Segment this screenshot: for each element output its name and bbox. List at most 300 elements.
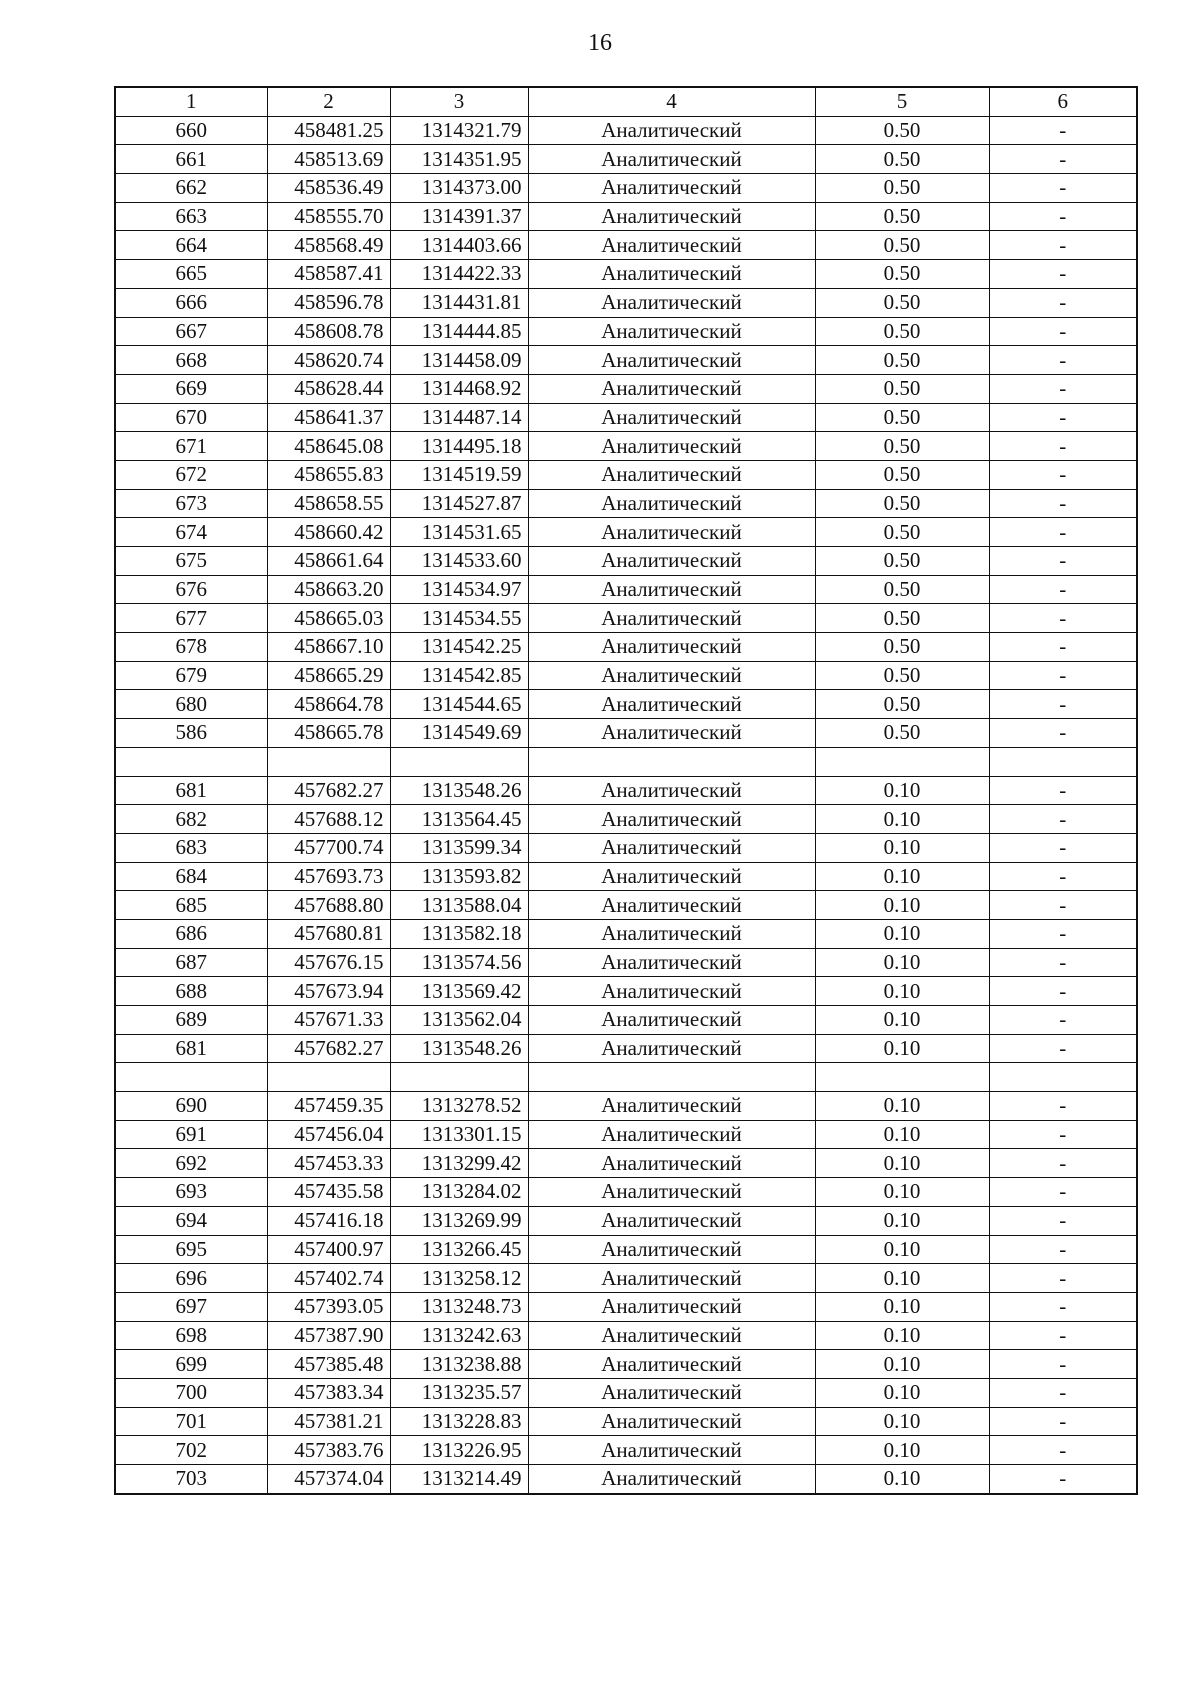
coordinate-y-cell: 1314431.81	[390, 288, 528, 317]
coordinate-x-cell: 457682.27	[267, 1034, 390, 1063]
coordinate-y-cell: 1314533.60	[390, 547, 528, 576]
accuracy-cell: 0.50	[815, 432, 989, 461]
note-cell: -	[989, 1178, 1137, 1207]
coordinates-table	[114, 86, 1138, 1495]
note-cell: -	[989, 633, 1137, 662]
point-number-cell: 677	[115, 604, 267, 633]
accuracy-cell: 0.10	[815, 1292, 989, 1321]
coordinate-x-cell: 457673.94	[267, 977, 390, 1006]
coordinate-x-cell: 457693.73	[267, 862, 390, 891]
note-cell: -	[989, 317, 1137, 346]
table-row	[115, 460, 1137, 489]
coordinate-y-cell: 1314542.25	[390, 633, 528, 662]
table-row	[115, 633, 1137, 662]
coordinate-x-cell: 458620.74	[267, 346, 390, 375]
coordinate-y-cell: 1314422.33	[390, 260, 528, 289]
note-cell: -	[989, 460, 1137, 489]
table-row	[115, 1292, 1137, 1321]
table-row	[115, 346, 1137, 375]
method-cell: Аналитический	[528, 862, 815, 891]
coordinate-x-cell: 457688.12	[267, 805, 390, 834]
point-number-cell: 681	[115, 776, 267, 805]
table-row	[115, 1378, 1137, 1407]
coordinate-x-cell: 458667.10	[267, 633, 390, 662]
point-number-cell: 673	[115, 489, 267, 518]
accuracy-cell: 0.10	[815, 948, 989, 977]
table-row	[115, 1063, 1137, 1092]
point-number-cell: 674	[115, 518, 267, 547]
note-cell: -	[989, 1350, 1137, 1379]
coordinate-x-cell: 458660.42	[267, 518, 390, 547]
point-number-cell: 675	[115, 547, 267, 576]
table-row	[115, 1149, 1137, 1178]
coordinate-y-cell: 1313226.95	[390, 1436, 528, 1465]
method-cell: Аналитический	[528, 1092, 815, 1121]
coordinate-y-cell: 1313588.04	[390, 891, 528, 920]
accuracy-cell: 0.50	[815, 547, 989, 576]
note-cell: -	[989, 145, 1137, 174]
accuracy-cell: 0.50	[815, 231, 989, 260]
coordinate-y-cell: 1314444.85	[390, 317, 528, 346]
coordinate-x-cell: 457400.97	[267, 1235, 390, 1264]
method-cell: Аналитический	[528, 1292, 815, 1321]
coordinate-x-cell: 458641.37	[267, 403, 390, 432]
coordinate-x-cell: 458665.78	[267, 719, 390, 748]
coordinate-x-cell	[267, 747, 390, 776]
table-row	[115, 1436, 1137, 1465]
accuracy-cell: 0.50	[815, 719, 989, 748]
coordinate-x-cell: 457688.80	[267, 891, 390, 920]
table-row	[115, 575, 1137, 604]
coordinate-x-cell: 458555.70	[267, 202, 390, 231]
method-cell: Аналитический	[528, 690, 815, 719]
accuracy-cell: 0.50	[815, 604, 989, 633]
point-number-cell: 694	[115, 1206, 267, 1235]
accuracy-cell: 0.10	[815, 1350, 989, 1379]
accuracy-cell: 0.50	[815, 489, 989, 518]
coordinate-x-cell: 457680.81	[267, 919, 390, 948]
note-cell: -	[989, 1034, 1137, 1063]
coordinate-y-cell: 1314487.14	[390, 403, 528, 432]
method-cell: Аналитический	[528, 1465, 815, 1494]
point-number-cell: 691	[115, 1120, 267, 1149]
method-cell: Аналитический	[528, 317, 815, 346]
point-number-cell: 682	[115, 805, 267, 834]
accuracy-cell: 0.10	[815, 862, 989, 891]
note-cell: -	[989, 776, 1137, 805]
note-cell: -	[989, 862, 1137, 891]
method-cell: Аналитический	[528, 1407, 815, 1436]
accuracy-cell: 0.50	[815, 202, 989, 231]
table-row	[115, 174, 1137, 203]
coordinate-x-cell: 457435.58	[267, 1178, 390, 1207]
point-number-cell: 665	[115, 260, 267, 289]
point-number-cell: 663	[115, 202, 267, 231]
coordinate-y-cell: 1314495.18	[390, 432, 528, 461]
table-row	[115, 776, 1137, 805]
method-cell: Аналитический	[528, 547, 815, 576]
note-cell: -	[989, 1292, 1137, 1321]
accuracy-cell: 0.10	[815, 833, 989, 862]
coordinate-x-cell	[267, 1063, 390, 1092]
point-number-cell: 696	[115, 1264, 267, 1293]
method-cell: Аналитический	[528, 374, 815, 403]
method-cell: Аналитический	[528, 1436, 815, 1465]
point-number-cell: 687	[115, 948, 267, 977]
accuracy-cell: 0.10	[815, 1235, 989, 1264]
coordinate-y-cell: 1313548.26	[390, 776, 528, 805]
table-body	[115, 116, 1137, 1494]
coordinate-y-cell: 1313258.12	[390, 1264, 528, 1293]
method-cell: Аналитический	[528, 1235, 815, 1264]
accuracy-cell: 0.10	[815, 805, 989, 834]
table-row	[115, 145, 1137, 174]
point-number-cell: 692	[115, 1149, 267, 1178]
point-number-cell: 664	[115, 231, 267, 260]
point-number-cell: 671	[115, 432, 267, 461]
table-row	[115, 202, 1137, 231]
column-header-1: 1	[115, 87, 267, 116]
column-header-4: 4	[528, 87, 815, 116]
table-row	[115, 719, 1137, 748]
accuracy-cell: 0.10	[815, 776, 989, 805]
table-row	[115, 919, 1137, 948]
point-number-cell: 698	[115, 1321, 267, 1350]
method-cell: Аналитический	[528, 174, 815, 203]
table-row	[115, 891, 1137, 920]
method-cell: Аналитический	[528, 403, 815, 432]
note-cell: -	[989, 690, 1137, 719]
accuracy-cell: 0.10	[815, 1178, 989, 1207]
coordinate-x-cell: 457393.05	[267, 1292, 390, 1321]
table-row	[115, 231, 1137, 260]
coordinate-y-cell: 1313238.88	[390, 1350, 528, 1379]
method-cell: Аналитический	[528, 145, 815, 174]
header-row	[115, 87, 1137, 116]
method-cell	[528, 1063, 815, 1092]
note-cell: -	[989, 948, 1137, 977]
coordinate-y-cell: 1314519.59	[390, 460, 528, 489]
point-number-cell: 688	[115, 977, 267, 1006]
point-number-cell: 686	[115, 919, 267, 948]
coordinate-x-cell: 457383.34	[267, 1378, 390, 1407]
point-number-cell: 684	[115, 862, 267, 891]
point-number-cell: 662	[115, 174, 267, 203]
note-cell: -	[989, 805, 1137, 834]
point-number-cell: 695	[115, 1235, 267, 1264]
method-cell: Аналитический	[528, 661, 815, 690]
coordinate-y-cell: 1313574.56	[390, 948, 528, 977]
point-number-cell	[115, 747, 267, 776]
coordinate-x-cell: 458536.49	[267, 174, 390, 203]
table-row	[115, 1407, 1137, 1436]
accuracy-cell: 0.10	[815, 977, 989, 1006]
column-header-5: 5	[815, 87, 989, 116]
accuracy-cell: 0.50	[815, 661, 989, 690]
accuracy-cell: 0.50	[815, 145, 989, 174]
method-cell: Аналитический	[528, 1264, 815, 1293]
coordinate-x-cell: 458658.55	[267, 489, 390, 518]
method-cell: Аналитический	[528, 977, 815, 1006]
coordinate-y-cell: 1313548.26	[390, 1034, 528, 1063]
accuracy-cell: 0.50	[815, 174, 989, 203]
note-cell: -	[989, 719, 1137, 748]
coordinate-y-cell: 1314321.79	[390, 116, 528, 145]
table-row	[115, 317, 1137, 346]
accuracy-cell: 0.50	[815, 374, 989, 403]
point-number-cell: 672	[115, 460, 267, 489]
accuracy-cell: 0.10	[815, 1092, 989, 1121]
note-cell: -	[989, 1465, 1137, 1494]
coordinate-x-cell: 458587.41	[267, 260, 390, 289]
table-row	[115, 1235, 1137, 1264]
method-cell: Аналитический	[528, 604, 815, 633]
page-number: 16	[588, 30, 612, 56]
note-cell: -	[989, 1407, 1137, 1436]
point-number-cell: 670	[115, 403, 267, 432]
accuracy-cell: 0.10	[815, 1206, 989, 1235]
method-cell: Аналитический	[528, 202, 815, 231]
coordinate-x-cell: 457385.48	[267, 1350, 390, 1379]
table-row	[115, 1092, 1137, 1121]
coordinate-y-cell	[390, 747, 528, 776]
table-row	[115, 805, 1137, 834]
point-number-cell: 685	[115, 891, 267, 920]
table-row	[115, 1034, 1137, 1063]
method-cell	[528, 747, 815, 776]
method-cell: Аналитический	[528, 633, 815, 662]
point-number-cell: 661	[115, 145, 267, 174]
note-cell: -	[989, 1006, 1137, 1035]
point-number-cell: 586	[115, 719, 267, 748]
method-cell: Аналитический	[528, 948, 815, 977]
accuracy-cell: 0.50	[815, 460, 989, 489]
point-number-cell: 683	[115, 833, 267, 862]
method-cell: Аналитический	[528, 1178, 815, 1207]
point-number-cell: 678	[115, 633, 267, 662]
coordinate-y-cell: 1313235.57	[390, 1378, 528, 1407]
column-header-3: 3	[390, 87, 528, 116]
coordinate-x-cell: 457402.74	[267, 1264, 390, 1293]
accuracy-cell: 0.10	[815, 1321, 989, 1350]
coordinate-x-cell: 457374.04	[267, 1465, 390, 1494]
method-cell: Аналитический	[528, 719, 815, 748]
coordinate-y-cell: 1314351.95	[390, 145, 528, 174]
coordinate-y-cell: 1313242.63	[390, 1321, 528, 1350]
table-row	[115, 862, 1137, 891]
coordinate-x-cell: 458513.69	[267, 145, 390, 174]
coordinate-x-cell: 458665.29	[267, 661, 390, 690]
accuracy-cell: 0.50	[815, 403, 989, 432]
point-number-cell: 703	[115, 1465, 267, 1494]
accuracy-cell: 0.10	[815, 1006, 989, 1035]
point-number-cell: 697	[115, 1292, 267, 1321]
note-cell: -	[989, 604, 1137, 633]
accuracy-cell: 0.10	[815, 1407, 989, 1436]
column-header-2: 2	[267, 87, 390, 116]
note-cell: -	[989, 661, 1137, 690]
coordinate-x-cell: 458628.44	[267, 374, 390, 403]
method-cell: Аналитический	[528, 518, 815, 547]
note-cell: -	[989, 346, 1137, 375]
accuracy-cell: 0.50	[815, 317, 989, 346]
coordinate-y-cell: 1314403.66	[390, 231, 528, 260]
coordinate-y-cell: 1313599.34	[390, 833, 528, 862]
accuracy-cell: 0.10	[815, 1034, 989, 1063]
method-cell: Аналитический	[528, 1120, 815, 1149]
point-number-cell: 680	[115, 690, 267, 719]
method-cell: Аналитический	[528, 1378, 815, 1407]
note-cell: -	[989, 977, 1137, 1006]
note-cell	[989, 1063, 1137, 1092]
note-cell: -	[989, 116, 1137, 145]
coordinate-y-cell: 1313228.83	[390, 1407, 528, 1436]
coordinate-x-cell: 457383.76	[267, 1436, 390, 1465]
column-header-6: 6	[989, 87, 1137, 116]
coordinate-x-cell: 457387.90	[267, 1321, 390, 1350]
method-cell: Аналитический	[528, 776, 815, 805]
note-cell: -	[989, 432, 1137, 461]
accuracy-cell	[815, 747, 989, 776]
coordinate-y-cell: 1314527.87	[390, 489, 528, 518]
note-cell: -	[989, 1092, 1137, 1121]
coordinate-y-cell: 1314549.69	[390, 719, 528, 748]
method-cell: Аналитический	[528, 260, 815, 289]
table-row	[115, 1178, 1137, 1207]
coordinate-y-cell: 1314534.97	[390, 575, 528, 604]
table-row	[115, 1206, 1137, 1235]
coordinate-x-cell: 457700.74	[267, 833, 390, 862]
table-row	[115, 661, 1137, 690]
note-cell: -	[989, 518, 1137, 547]
coordinate-x-cell: 457676.15	[267, 948, 390, 977]
coordinate-x-cell: 458481.25	[267, 116, 390, 145]
accuracy-cell: 0.10	[815, 1120, 989, 1149]
coordinate-x-cell: 458568.49	[267, 231, 390, 260]
method-cell: Аналитический	[528, 891, 815, 920]
accuracy-cell: 0.10	[815, 1378, 989, 1407]
coordinate-y-cell: 1314373.00	[390, 174, 528, 203]
coordinate-y-cell: 1314531.65	[390, 518, 528, 547]
coordinate-y-cell: 1313564.45	[390, 805, 528, 834]
note-cell: -	[989, 260, 1137, 289]
point-number-cell: 667	[115, 317, 267, 346]
table-row	[115, 1120, 1137, 1149]
coordinate-x-cell: 458645.08	[267, 432, 390, 461]
note-cell: -	[989, 202, 1137, 231]
coordinate-y-cell: 1313248.73	[390, 1292, 528, 1321]
method-cell: Аналитический	[528, 1350, 815, 1379]
method-cell: Аналитический	[528, 1321, 815, 1350]
coordinate-x-cell: 457459.35	[267, 1092, 390, 1121]
coordinate-y-cell: 1313269.99	[390, 1206, 528, 1235]
table-row	[115, 604, 1137, 633]
coordinate-y-cell: 1313569.42	[390, 977, 528, 1006]
accuracy-cell: 0.50	[815, 288, 989, 317]
coordinate-x-cell: 458608.78	[267, 317, 390, 346]
method-cell: Аналитический	[528, 489, 815, 518]
point-number-cell: 699	[115, 1350, 267, 1379]
coordinate-x-cell: 457682.27	[267, 776, 390, 805]
note-cell: -	[989, 575, 1137, 604]
table-row	[115, 833, 1137, 862]
coordinate-x-cell: 458663.20	[267, 575, 390, 604]
method-cell: Аналитический	[528, 1206, 815, 1235]
coordinate-x-cell: 458664.78	[267, 690, 390, 719]
table-row	[115, 1465, 1137, 1494]
point-number-cell: 668	[115, 346, 267, 375]
method-cell: Аналитический	[528, 231, 815, 260]
note-cell: -	[989, 403, 1137, 432]
method-cell: Аналитический	[528, 1149, 815, 1178]
method-cell: Аналитический	[528, 1006, 815, 1035]
coordinate-y-cell: 1313266.45	[390, 1235, 528, 1264]
method-cell: Аналитический	[528, 116, 815, 145]
table-row	[115, 747, 1137, 776]
method-cell: Аналитический	[528, 805, 815, 834]
point-number-cell: 669	[115, 374, 267, 403]
table-row	[115, 547, 1137, 576]
table-header	[115, 87, 1137, 116]
point-number-cell: 693	[115, 1178, 267, 1207]
table-row	[115, 116, 1137, 145]
table-row	[115, 403, 1137, 432]
coordinate-y-cell: 1314458.09	[390, 346, 528, 375]
accuracy-cell: 0.10	[815, 1264, 989, 1293]
coordinate-y-cell: 1314544.65	[390, 690, 528, 719]
accuracy-cell	[815, 1063, 989, 1092]
note-cell: -	[989, 1206, 1137, 1235]
coordinate-y-cell: 1313593.82	[390, 862, 528, 891]
table-row	[115, 518, 1137, 547]
coordinate-y-cell: 1313284.02	[390, 1178, 528, 1207]
table-row	[115, 432, 1137, 461]
point-number-cell: 666	[115, 288, 267, 317]
note-cell: -	[989, 489, 1137, 518]
note-cell: -	[989, 374, 1137, 403]
note-cell	[989, 747, 1137, 776]
table-row	[115, 977, 1137, 1006]
method-cell: Аналитический	[528, 346, 815, 375]
coordinate-y-cell	[390, 1063, 528, 1092]
accuracy-cell: 0.10	[815, 891, 989, 920]
table-row	[115, 948, 1137, 977]
accuracy-cell: 0.50	[815, 260, 989, 289]
note-cell: -	[989, 1235, 1137, 1264]
table-row	[115, 374, 1137, 403]
note-cell: -	[989, 547, 1137, 576]
point-number-cell: 679	[115, 661, 267, 690]
coordinate-x-cell: 457453.33	[267, 1149, 390, 1178]
coordinate-y-cell: 1313301.15	[390, 1120, 528, 1149]
method-cell: Аналитический	[528, 432, 815, 461]
point-number-cell: 689	[115, 1006, 267, 1035]
accuracy-cell: 0.50	[815, 633, 989, 662]
table-row	[115, 288, 1137, 317]
coordinate-y-cell: 1313214.49	[390, 1465, 528, 1494]
accuracy-cell: 0.10	[815, 919, 989, 948]
accuracy-cell: 0.10	[815, 1465, 989, 1494]
note-cell: -	[989, 1436, 1137, 1465]
note-cell: -	[989, 1378, 1137, 1407]
method-cell: Аналитический	[528, 919, 815, 948]
coordinate-y-cell: 1313562.04	[390, 1006, 528, 1035]
accuracy-cell: 0.10	[815, 1436, 989, 1465]
coordinate-x-cell: 458661.64	[267, 547, 390, 576]
coordinate-x-cell: 458665.03	[267, 604, 390, 633]
coordinate-x-cell: 457671.33	[267, 1006, 390, 1035]
table-row	[115, 1350, 1137, 1379]
